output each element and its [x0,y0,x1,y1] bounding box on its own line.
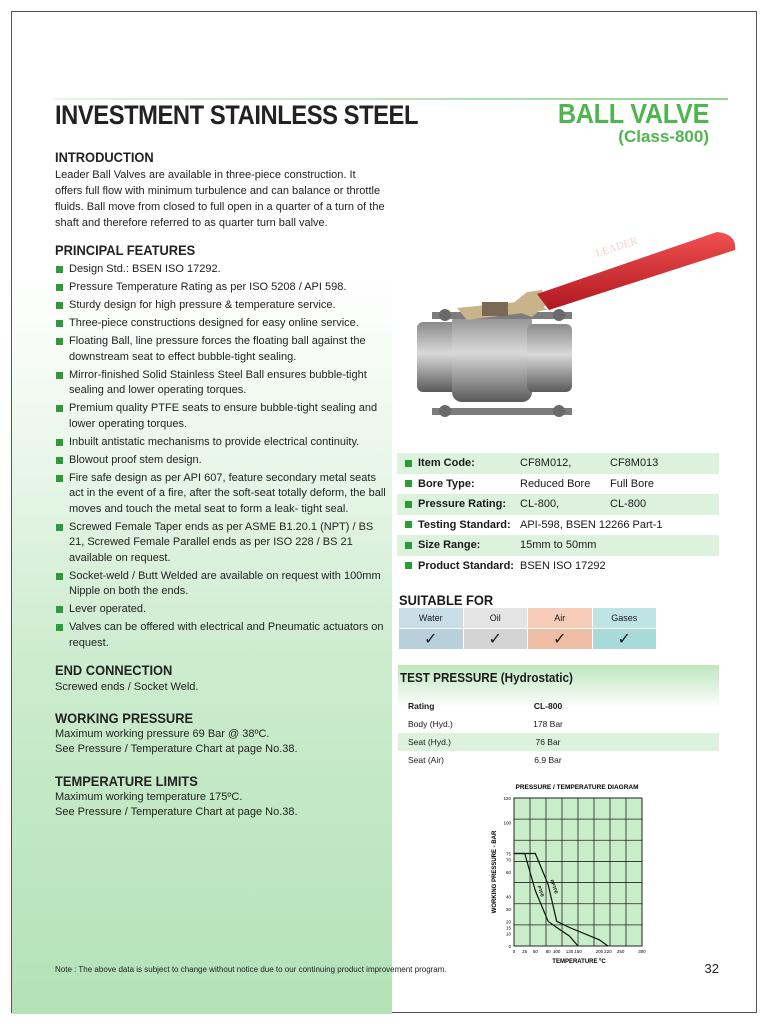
y-tick-label: 100 [503,820,511,826]
feature-item: Pressure Temperature Rating as per ISO 5208 / API 598. [55,280,387,296]
features-heading: PRINCIPAL FEATURES [55,242,196,258]
spec-value-alt: CL-800 [610,498,647,511]
table-row [398,751,719,769]
spec-label: Product Standard: [418,559,514,572]
x-tick-label: 250 [616,949,625,954]
column-header: CL-800 [533,701,563,711]
x-tick-label: 130 [565,949,574,954]
test-type: Seat (Hyd.) [408,737,451,747]
series-label: PTFE [536,885,546,898]
ball-valve-image [397,212,737,427]
check-icon: ✓ [593,628,658,649]
spec-row [397,474,719,495]
spec-value: CL-800, [520,498,560,511]
lever-logo: LEADER [594,235,640,260]
y-tick-label: 75 [505,851,511,857]
x-tick-label: 25 [522,949,528,954]
suitable-for-water: Water [399,608,464,628]
feature-item: Inbuilt antistatic mechanisms to provide electrical continuity. [55,435,387,451]
x-tick-label: 220 [604,949,612,954]
feature-item: Sturdy design for high pressure & temperature service. [55,298,387,314]
working-pressure-line1: Maximum working pressure 69 Bar @ 38ºC. [55,728,270,740]
y-tick-label: 70 [505,857,511,863]
spec-label: Testing Standard: [418,518,511,531]
feature-item: Screwed Female Taper ends as per ASME B1.20.1 (NPT) / BS 21, Screwed Female Parallel ends as per ISO 228 / BS 21 available on request. [55,520,387,567]
column-header: Rating [408,701,435,711]
check-icon: ✓ [399,628,464,649]
page-number: 32 [704,961,719,976]
table-row [398,733,719,751]
x-tick-label: 50 [532,949,538,954]
temperature-limits-heading: TEMPERATURE LIMITS [55,773,198,789]
spec-table [397,453,719,576]
product-title [541,98,709,147]
introduction-heading: INTRODUCTION [55,149,154,165]
test-value: 76 Bar [535,737,561,747]
y-axis-label: WORKING PRESSURE - BAR [492,830,498,914]
test-type: Seat (Air) [408,755,444,765]
bullet-icon [405,501,412,508]
feature-item: Three-piece constructions designed for easy online service. [55,316,387,332]
spec-row [397,515,719,536]
test-value: 6.9 Bar [534,755,562,765]
feature-item: Socket-weld / Butt Welded are available on request with 100mm Nipple on both the ends. [55,569,387,600]
test-type: Body (Hyd.) [408,719,453,729]
spec-row [397,556,719,577]
test-pressure-header-row [398,697,719,715]
spec-label: Size Range: [418,539,481,552]
spec-value-alt: CF8M013 [610,457,659,470]
spec-value-alt: Full Bore [610,477,655,490]
spec-value: CF8M012, [520,457,572,470]
valve-body [452,312,532,402]
y-tick-label: 10 [505,931,511,937]
valve-end-right [527,324,572,392]
test-pressure-table [398,697,719,769]
spec-value: BSEN ISO 17292 [520,559,606,572]
working-pressure-line2: See Pressure / Temperature Chart at page No.38. [55,743,298,755]
feature-item: Floating Ball, line pressure forces the floating ball against the downstream seat to effect bubble-tight sealing. [55,334,387,365]
feature-item: Valves can be offered with electrical and Pneumatic actuators on request. [55,620,387,651]
introduction-text: Leader Ball Valves are available in three-piece construction. It offers full flow with minimum turbulence and can balance or throttle fluids. Ball move from closed to full open in a quarter of a turn of the shaft and therefore referred to as quarter turn ball valve. [55,169,385,229]
check-icon: ✓ [528,628,593,649]
spec-row [397,453,719,474]
bullet-icon [405,562,412,569]
spec-label: Pressure Rating: [418,498,507,511]
stem-nut [482,302,508,316]
y-tick-label: 0 [508,944,511,949]
page-frame [11,11,757,1013]
y-tick-label: 20 [505,919,511,925]
y-tick-label: 40 [505,894,511,900]
test-value: 178 Bar [533,719,563,729]
bullet-icon [405,460,412,467]
spec-label: Bore Type: [418,477,475,490]
bolt-bottom [432,408,572,415]
suitable-for-heading: SUITABLE FOR [399,592,494,608]
y-tick-label: 30 [505,907,511,912]
spec-row [397,494,719,515]
feature-item: Lever operated. [55,602,387,618]
bullet-icon [405,542,412,549]
spec-value: 15mm to 50mm [520,539,597,552]
spec-value: Reduced Bore [520,477,591,490]
temperature-limits-line1: Maximum working temperature 175ºC. [55,791,243,803]
bullet-icon [405,521,412,528]
page-title: INVESTMENT STAINLESS STEEL [55,100,419,130]
table-row [398,715,719,733]
series-label: RPTFE [549,878,559,895]
end-connection-text: Screwed ends / Socket Weld. [55,681,199,693]
suitable-for-table [399,608,657,649]
chart-title: PRESSURE / TEMPERATURE DIAGRAM [515,784,639,791]
product-name: BALL VALVE [557,98,709,129]
features-list [55,262,387,654]
spec-label: Item Code: [418,457,475,470]
y-tick-label: 60 [505,870,511,875]
temperature-limits-line2: See Pressure / Temperature Chart at page No.38. [55,806,298,818]
product-class: (Class-800) [618,127,709,146]
suitable-for-air: Air [528,608,593,628]
x-tick-label: 200 [595,949,604,954]
valve-end-left [417,322,457,392]
x-tick-label: 80 [545,949,551,954]
working-pressure-heading: WORKING PRESSURE [55,710,194,726]
spec-value: API-598, BSEN 12266 Part-1 [520,518,663,531]
test-pressure-heading: TEST PRESSURE (Hydrostatic) [398,665,719,709]
x-tick-label: 300 [638,949,646,954]
feature-item: Premium quality PTFE seats to ensure bubble-tight sealing and lower operating torques. [55,401,387,432]
check-icon: ✓ [464,628,529,649]
bullet-icon [405,480,412,487]
suitable-for-gases: Gases [593,608,658,628]
x-tick-label: 150 [574,949,582,954]
pressure-temperature-chart [474,770,649,965]
footer-note: Note : The above data is subject to change without notice due to our continuing product improvement program. [55,965,447,974]
y-tick-label: 120 [503,796,511,801]
suitable-for-oil: Oil [464,608,529,628]
x-axis-label: TEMPERATURE ºC [552,959,606,965]
feature-item: Blowout proof stem design. [55,453,387,469]
feature-item: Design Std.: BSEN ISO 17292. [55,262,387,278]
end-connection-heading: END CONNECTION [55,662,173,678]
x-tick-label: 100 [552,949,561,954]
y-tick-label: 15 [505,925,511,931]
feature-item: Fire safe design as per API 607, feature secondary metal seats act in the event of a fire, after the soft-seat totally deform, the ball moves and touch the metal seat to form a leak- tight seal. [55,471,387,518]
feature-item: Mirror-finished Solid Stainless Steel Ball ensures bubble-tight sealing and lower operating torques. [55,368,387,399]
spec-row [397,535,719,556]
x-tick-label: 0 [512,949,516,954]
